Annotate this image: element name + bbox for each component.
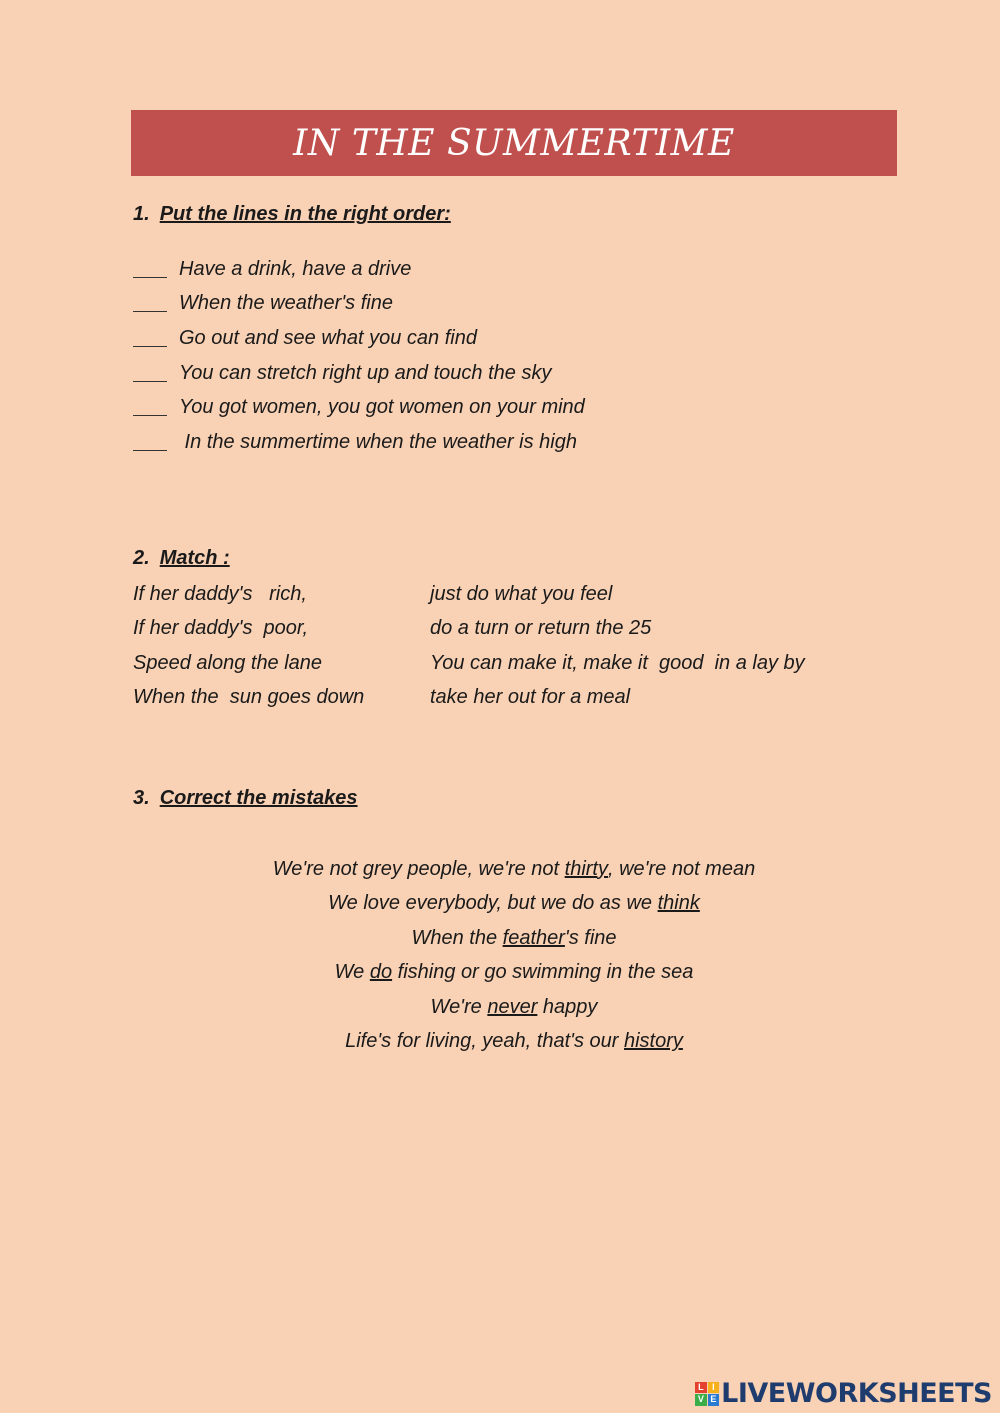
section-1-number: 1.	[133, 203, 150, 225]
order-line-text: Have a drink, have a drive	[179, 257, 412, 280]
lyric-text: happy	[537, 995, 598, 1018]
order-line	[133, 356, 585, 391]
match-right-item[interactable]: You can make it, make it good in a lay by	[430, 651, 805, 674]
mistake-word[interactable]: thirty	[564, 857, 608, 880]
mistake-word[interactable]: history	[623, 1030, 683, 1053]
lyric-line	[150, 956, 878, 991]
section-3-title: Correct the mistakes	[159, 787, 358, 809]
lyric-text: , we're not mean	[607, 857, 756, 880]
mistakes-lyrics	[150, 852, 878, 1059]
lyric-text: We're not grey people, we're not	[272, 857, 565, 880]
match-row	[133, 646, 805, 681]
section-2-number: 2.	[133, 547, 150, 569]
section-2-heading	[133, 547, 230, 570]
lyric-text: fishing or go swimming in the sea	[392, 961, 694, 984]
order-line-text: You got women, you got women on your mind	[179, 396, 585, 419]
lyric-text: We love everybody, but we do as we	[328, 892, 658, 915]
match-left-item[interactable]: If her daddy's rich,	[133, 582, 307, 605]
match-left-item[interactable]: When the sun goes down	[133, 686, 365, 709]
logo-mark-letter: V	[695, 1394, 707, 1406]
lyric-line	[150, 990, 878, 1025]
answer-blank[interactable]	[133, 381, 167, 382]
order-lines-list	[133, 252, 585, 460]
mistake-word[interactable]: do	[369, 961, 393, 984]
logo-text: LIVEWORKSHEETS	[721, 1378, 992, 1409]
page-title: IN THE SUMMERTIME	[293, 122, 735, 164]
answer-blank[interactable]	[133, 311, 167, 312]
logo-mark-letter: E	[708, 1394, 720, 1406]
match-left-item[interactable]: Speed along the lane	[133, 651, 323, 674]
lyric-text: We	[334, 961, 370, 984]
match-left-item[interactable]: If her daddy's poor,	[133, 617, 309, 640]
mistake-word[interactable]: never	[487, 995, 538, 1018]
lyric-line	[150, 852, 878, 887]
match-right-item[interactable]: just do what you feel	[430, 582, 613, 605]
match-right-item[interactable]: do a turn or return the 25	[430, 617, 652, 640]
order-line-text: When the weather's fine	[179, 292, 393, 315]
order-line-text: Go out and see what you can find	[179, 326, 477, 349]
logo-mark-letter: L	[695, 1382, 707, 1394]
mistake-word[interactable]: feather	[502, 926, 565, 949]
lyric-line	[150, 921, 878, 956]
section-1-title: Put the lines in the right order:	[159, 203, 451, 225]
section-3-heading	[133, 787, 358, 810]
lyric-text: We're	[430, 995, 488, 1018]
match-row	[133, 681, 805, 716]
answer-blank[interactable]	[133, 415, 167, 416]
order-line	[133, 390, 585, 425]
order-line	[133, 425, 585, 460]
section-3-number: 3.	[133, 787, 150, 809]
answer-blank[interactable]	[133, 277, 167, 278]
order-line	[133, 252, 585, 287]
title-banner	[131, 110, 897, 176]
answer-blank[interactable]	[133, 450, 167, 451]
lyric-text: When the	[411, 926, 503, 949]
lyric-line	[150, 887, 878, 922]
liveworksheets-logo	[695, 1378, 992, 1409]
order-line	[133, 321, 585, 356]
section-1-heading	[133, 203, 451, 226]
lyric-text: 's fine	[564, 926, 617, 949]
order-line	[133, 287, 585, 322]
mistake-word[interactable]: think	[657, 892, 700, 915]
lyric-text: Life's for living, yeah, that's our	[345, 1030, 624, 1053]
order-line-text: In the summertime when the weather is high	[179, 430, 577, 453]
match-grid	[133, 577, 805, 715]
match-row	[133, 577, 805, 612]
match-row	[133, 612, 805, 647]
order-line-text: You can stretch right up and touch the sky	[179, 361, 552, 384]
logo-mark-letter: I	[708, 1382, 720, 1394]
logo-mark-icon	[695, 1382, 719, 1406]
match-right-item[interactable]: take her out for a meal	[430, 686, 631, 709]
lyric-line	[150, 1025, 878, 1060]
answer-blank[interactable]	[133, 346, 167, 347]
section-2-title: Match :	[159, 547, 230, 569]
